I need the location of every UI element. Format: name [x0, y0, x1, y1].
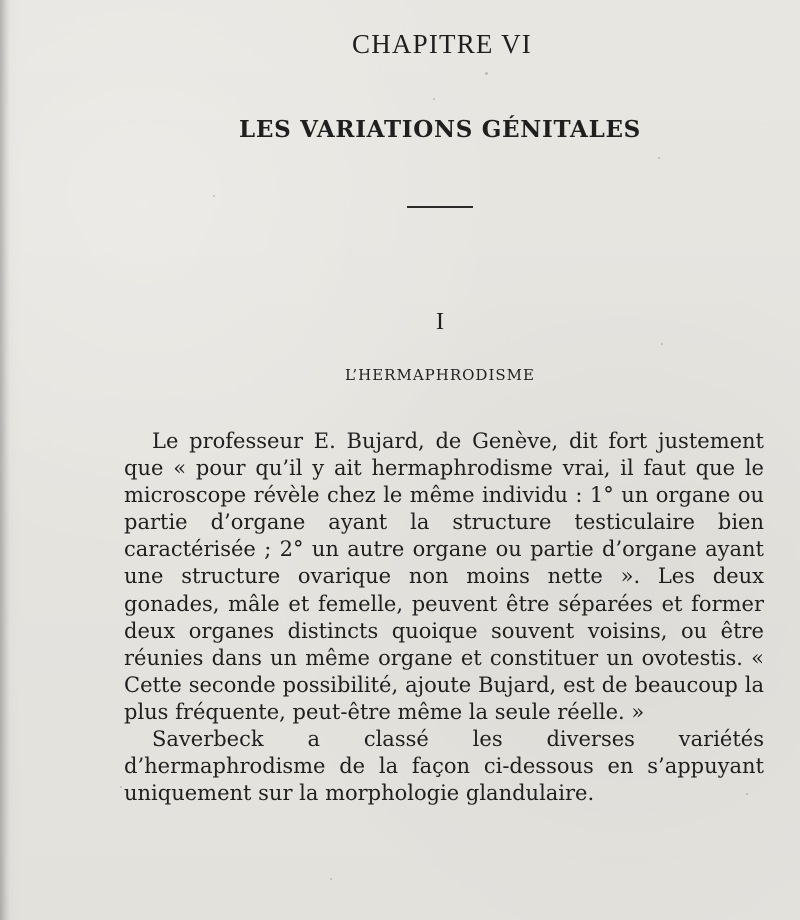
chapter-heading: CHAPITRE VI [352, 29, 532, 59]
body-text [124, 428, 764, 807]
title-divider-rule [407, 206, 473, 208]
paragraph: Saverbeck a classé les diverses variétés d’hermaphrodisme de la façon ci-dessous en s’appuyant uniquement sur la morphologie glandulaire. [124, 727, 764, 806]
section-numeral: I [436, 309, 444, 335]
section-title: L’HERMAPHRODISME [345, 366, 535, 384]
chapter-title: LES VARIATIONS GÉNITALES [238, 116, 641, 143]
paragraph: Le professeur E. Bujard, de Genève, dit fort justement que « pour qu’il y ait hermaphrodisme vrai, il faut que le microscope révèle chez le même individu : 1° un organe ou partie d’organe ayant la structure testiculaire bien caractérisée ; 2° un autre organe ou partie d’organe ayant une structure ovarique non moins nette ». Les deux gonades, mâle et femelle, peuvent être séparées et former deux organes distincts quoique souvent voisins, ou être réunies dans un même organe et constituer un ovotestis. « Cette seconde possibilité, ajoute Bujard, est de beaucoup la plus fréquente, peut-être même la seule réelle. » [124, 429, 764, 724]
